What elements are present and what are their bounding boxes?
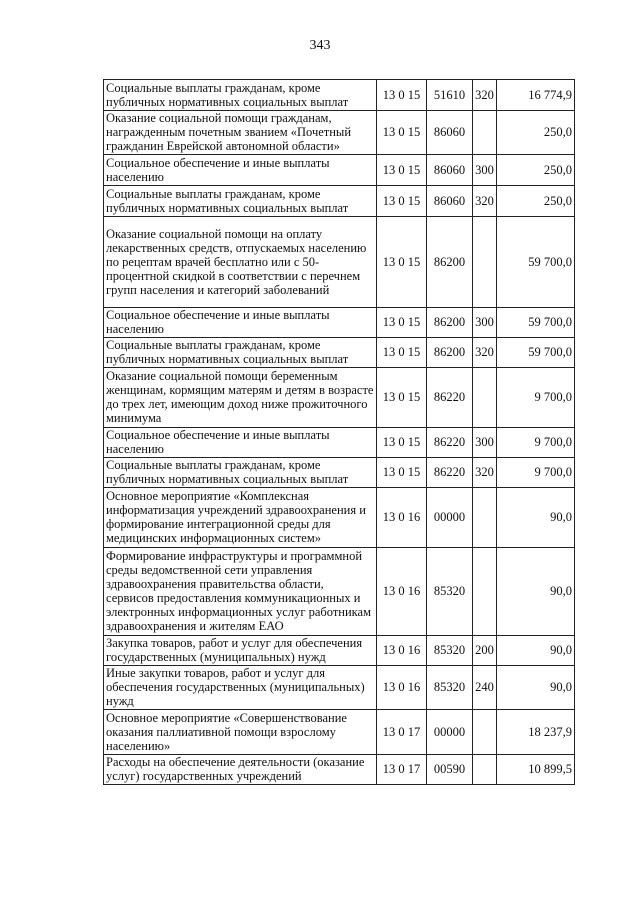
row-direction-code: 51610 [427, 80, 473, 111]
row-program-code: 13 0 15 [377, 368, 427, 428]
row-direction-code: 86060 [427, 186, 473, 217]
row-expense-kind [473, 111, 497, 155]
table-row [104, 458, 575, 488]
row-direction-code: 85320 [427, 666, 473, 710]
row-expense-kind: 320 [473, 338, 497, 368]
table-row [104, 155, 575, 186]
row-program-code: 13 0 15 [377, 428, 427, 458]
row-amount: 59 700,0 [497, 217, 575, 308]
row-direction-code: 85320 [427, 548, 473, 636]
row-amount: 59 700,0 [497, 338, 575, 368]
row-direction-code: 86060 [427, 155, 473, 186]
row-program-code: 13 0 15 [377, 217, 427, 308]
row-direction-code: 86200 [427, 338, 473, 368]
table-row [104, 308, 575, 338]
row-program-code: 13 0 15 [377, 186, 427, 217]
row-expense-kind: 320 [473, 186, 497, 217]
row-program-code: 13 0 16 [377, 548, 427, 636]
row-direction-code: 86220 [427, 428, 473, 458]
row-direction-code: 85320 [427, 636, 473, 666]
row-direction-code: 86200 [427, 308, 473, 338]
budget-table [103, 79, 575, 785]
row-program-code: 13 0 15 [377, 80, 427, 111]
row-expense-kind [473, 368, 497, 428]
row-amount: 9 700,0 [497, 368, 575, 428]
row-expense-kind [473, 755, 497, 785]
row-direction-code: 86220 [427, 458, 473, 488]
table-row [104, 428, 575, 458]
row-direction-code: 86220 [427, 368, 473, 428]
table-row [104, 666, 575, 710]
row-amount: 16 774,9 [497, 80, 575, 111]
row-direction-code: 86200 [427, 217, 473, 308]
row-name: Социальное обеспечение и иные выплаты населению [104, 155, 377, 186]
row-expense-kind [473, 548, 497, 636]
row-amount: 90,0 [497, 488, 575, 548]
row-direction-code: 86060 [427, 111, 473, 155]
row-program-code: 13 0 17 [377, 710, 427, 755]
row-name: Формирование инфраструктуры и программной среды ведомственной сети управления здравоохранения правительства области, сервисов предоставления коммуникационных и электронных информационных услуг работникам здравоохранения и жителям ЕАО [104, 548, 377, 636]
row-name: Оказание социальной помощи гражданам, награжденным почетным званием «Почетный гражданин Еврейской автономной области» [104, 111, 377, 155]
row-amount: 250,0 [497, 155, 575, 186]
table-row [104, 755, 575, 785]
row-name: Расходы на обеспечение деятельности (оказание услуг) государственных учреждений [104, 755, 377, 785]
table-row [104, 636, 575, 666]
row-name: Основное мероприятие «Комплексная информатизация учреждений здравоохранения и формирование интеграционной среды для медицинских информационных систем» [104, 488, 377, 548]
row-name: Социальное обеспечение и иные выплаты населению [104, 428, 377, 458]
row-name: Оказание социальной помощи на оплату лекарственных средств, отпускаемых населению по рецептам врачей бесплатно или с 50-процентной скидкой в соответствии с перечнем групп населения и категорий заболеваний [104, 217, 377, 308]
row-name: Социальные выплаты гражданам, кроме публичных нормативных социальных выплат [104, 186, 377, 217]
row-name: Социальные выплаты гражданам, кроме публичных нормативных социальных выплат [104, 458, 377, 488]
table-row [104, 80, 575, 111]
row-program-code: 13 0 16 [377, 636, 427, 666]
row-name: Социальное обеспечение и иные выплаты населению [104, 308, 377, 338]
row-name: Иные закупки товаров, работ и услуг для обеспечения государственных (муниципальных) нужд [104, 666, 377, 710]
row-amount: 9 700,0 [497, 428, 575, 458]
row-expense-kind [473, 488, 497, 548]
row-amount: 10 899,5 [497, 755, 575, 785]
row-name: Социальные выплаты гражданам, кроме публичных нормативных социальных выплат [104, 80, 377, 111]
row-program-code: 13 0 15 [377, 458, 427, 488]
row-name: Социальные выплаты гражданам, кроме публичных нормативных социальных выплат [104, 338, 377, 368]
row-expense-kind: 300 [473, 308, 497, 338]
row-name: Оказание социальной помощи беременным женщинам, кормящим матерям и детям в возрасте до трех лет, имеющим доход ниже прожиточного минимума [104, 368, 377, 428]
row-amount: 9 700,0 [497, 458, 575, 488]
row-direction-code: 00000 [427, 710, 473, 755]
table-row [104, 111, 575, 155]
row-program-code: 13 0 15 [377, 308, 427, 338]
row-program-code: 13 0 16 [377, 666, 427, 710]
row-amount: 90,0 [497, 548, 575, 636]
row-expense-kind: 300 [473, 428, 497, 458]
row-expense-kind: 320 [473, 80, 497, 111]
page-number: 343 [309, 38, 331, 53]
row-amount: 90,0 [497, 636, 575, 666]
table-row [104, 548, 575, 636]
row-direction-code: 00590 [427, 755, 473, 785]
row-amount: 250,0 [497, 186, 575, 217]
table-row [104, 338, 575, 368]
row-program-code: 13 0 15 [377, 155, 427, 186]
row-expense-kind: 240 [473, 666, 497, 710]
row-amount: 250,0 [497, 111, 575, 155]
row-amount: 59 700,0 [497, 308, 575, 338]
row-name: Основное мероприятие «Совершенствование оказания паллиативной помощи взрослому населению» [104, 710, 377, 755]
row-amount: 90,0 [497, 666, 575, 710]
row-program-code: 13 0 15 [377, 111, 427, 155]
row-program-code: 13 0 16 [377, 488, 427, 548]
row-program-code: 13 0 17 [377, 755, 427, 785]
table-row [104, 368, 575, 428]
row-expense-kind [473, 217, 497, 308]
row-direction-code: 00000 [427, 488, 473, 548]
row-expense-kind: 200 [473, 636, 497, 666]
row-expense-kind: 300 [473, 155, 497, 186]
row-program-code: 13 0 15 [377, 338, 427, 368]
table-row [104, 186, 575, 217]
row-name: Закупка товаров, работ и услуг для обеспечения государственных (муниципальных) нужд [104, 636, 377, 666]
table-row [104, 217, 575, 308]
row-amount: 18 237,9 [497, 710, 575, 755]
row-expense-kind [473, 710, 497, 755]
table-row [104, 488, 575, 548]
table-row [104, 710, 575, 755]
row-expense-kind: 320 [473, 458, 497, 488]
